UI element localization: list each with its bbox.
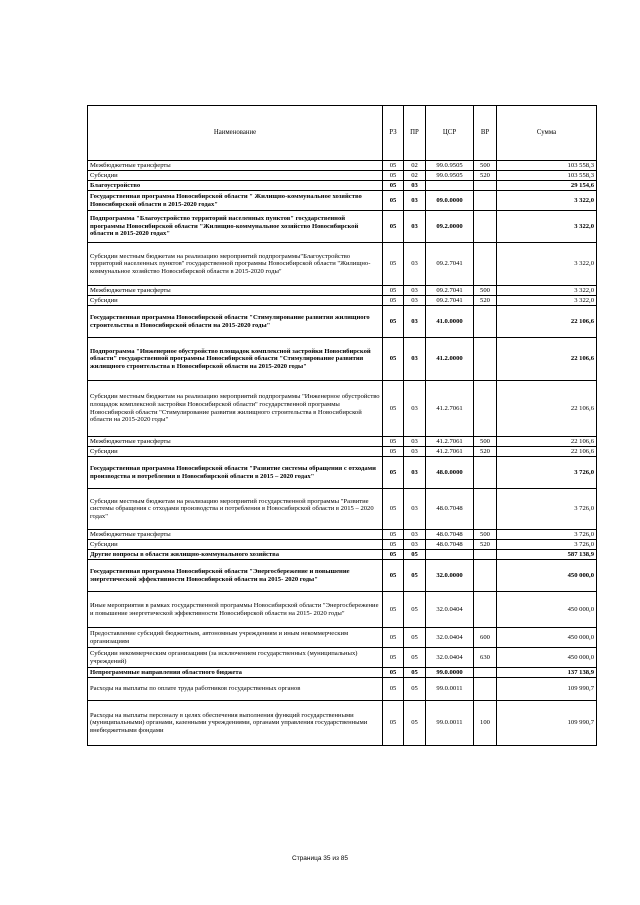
cell-pr: 03 — [404, 191, 426, 211]
table-row — [88, 701, 597, 746]
cell-csr: 41.0.0000 — [426, 306, 474, 338]
cell-sum: 587 138,9 — [497, 550, 597, 560]
cell-rz: 05 — [383, 550, 404, 560]
cell-name: Субсидии местным бюджетам на реализацию мероприятий государственной программы "Развитие системы обращения с отходами производства и потребления в Новосибирской области в 2015 – 2020 годах" — [88, 489, 383, 530]
cell-vr — [474, 306, 497, 338]
cell-csr: 41.2.7061 — [426, 447, 474, 457]
cell-name: Благоустройство — [88, 181, 383, 191]
cell-name: Государственная программа Новосибирской области "Развитие системы обращения с отходами производства и потребления в Новосибирской области в 2015 – 2020 годах" — [88, 457, 383, 489]
cell-csr — [426, 181, 474, 191]
cell-pr: 02 — [404, 161, 426, 171]
cell-pr: 03 — [404, 540, 426, 550]
cell-sum: 22 106,6 — [497, 437, 597, 447]
cell-name: Субсидии — [88, 540, 383, 550]
cell-pr: 05 — [404, 668, 426, 678]
table-row — [88, 540, 597, 550]
budget-table — [87, 105, 597, 746]
cell-name: Расходы на выплаты по оплате труда работников государственных органов — [88, 678, 383, 701]
cell-name: Другие вопросы в области жилищно-коммунального хозяйства — [88, 550, 383, 560]
table-row — [88, 338, 597, 381]
table-row — [88, 296, 597, 306]
cell-rz: 05 — [383, 678, 404, 701]
header-rz: РЗ — [383, 106, 404, 161]
cell-rz: 05 — [383, 296, 404, 306]
cell-sum: 3 322,0 — [497, 191, 597, 211]
cell-csr: 99.0.0011 — [426, 701, 474, 746]
cell-pr: 03 — [404, 243, 426, 286]
cell-vr: 520 — [474, 296, 497, 306]
cell-rz: 05 — [383, 457, 404, 489]
cell-vr: 100 — [474, 701, 497, 746]
cell-csr: 48.0.7048 — [426, 540, 474, 550]
table-row — [88, 550, 597, 560]
cell-sum: 450 000,0 — [497, 560, 597, 592]
cell-name: Расходы на выплаты персоналу в целях обеспечения выполнения функций государственными (муниципальными) органами, казенными учреждениями, органами управления государственными внебюджетными фондами — [88, 701, 383, 746]
cell-sum: 3 322,0 — [497, 211, 597, 243]
cell-vr — [474, 457, 497, 489]
table-row — [88, 447, 597, 457]
cell-vr — [474, 678, 497, 701]
cell-vr — [474, 668, 497, 678]
cell-vr: 500 — [474, 437, 497, 447]
cell-name: Субсидии — [88, 447, 383, 457]
cell-vr — [474, 381, 497, 437]
cell-vr: 520 — [474, 540, 497, 550]
cell-sum: 3 726,0 — [497, 457, 597, 489]
table-row — [88, 530, 597, 540]
cell-sum: 3 322,0 — [497, 296, 597, 306]
cell-sum: 22 106,6 — [497, 447, 597, 457]
cell-rz: 05 — [383, 171, 404, 181]
header-pr: ПР — [404, 106, 426, 161]
cell-sum: 22 106,6 — [497, 306, 597, 338]
cell-csr: 48.0.0000 — [426, 457, 474, 489]
cell-csr: 41.2.7061 — [426, 437, 474, 447]
cell-pr: 03 — [404, 489, 426, 530]
cell-csr: 41.2.7061 — [426, 381, 474, 437]
cell-pr: 03 — [404, 447, 426, 457]
cell-pr: 03 — [404, 457, 426, 489]
table-row — [88, 457, 597, 489]
cell-vr: 520 — [474, 171, 497, 181]
cell-vr: 600 — [474, 628, 497, 648]
cell-pr: 03 — [404, 306, 426, 338]
cell-vr — [474, 211, 497, 243]
cell-pr: 03 — [404, 437, 426, 447]
cell-rz: 05 — [383, 286, 404, 296]
cell-csr: 48.0.7048 — [426, 530, 474, 540]
cell-rz: 05 — [383, 191, 404, 211]
cell-sum: 450 000,0 — [497, 628, 597, 648]
cell-sum: 3 726,0 — [497, 540, 597, 550]
cell-csr: 09.2.7041 — [426, 296, 474, 306]
cell-csr: 09.0.0000 — [426, 191, 474, 211]
cell-sum: 450 000,0 — [497, 592, 597, 628]
cell-vr — [474, 560, 497, 592]
cell-csr: 99.0.0011 — [426, 678, 474, 701]
cell-pr: 03 — [404, 296, 426, 306]
cell-pr: 03 — [404, 530, 426, 540]
cell-csr: 32.0.0404 — [426, 648, 474, 668]
cell-name: Межбюджетные трансферты — [88, 161, 383, 171]
cell-pr: 03 — [404, 381, 426, 437]
cell-sum: 109 990,7 — [497, 678, 597, 701]
table-row — [88, 592, 597, 628]
cell-csr — [426, 550, 474, 560]
table-row — [88, 489, 597, 530]
cell-csr: 32.0.0000 — [426, 560, 474, 592]
cell-sum: 3 322,0 — [497, 243, 597, 286]
cell-name: Подпрограмма "Благоустройство территорий населенных пунктов" государственной программы Новосибирской области "Жилищно-коммунальное хозяйство Новосибирской области в 2015-2020 годах" — [88, 211, 383, 243]
cell-rz: 05 — [383, 181, 404, 191]
cell-rz: 05 — [383, 306, 404, 338]
table-row — [88, 381, 597, 437]
cell-pr: 03 — [404, 211, 426, 243]
cell-vr: 520 — [474, 447, 497, 457]
table-row — [88, 668, 597, 678]
cell-pr: 05 — [404, 628, 426, 648]
cell-rz: 05 — [383, 540, 404, 550]
cell-csr: 99.0.9505 — [426, 171, 474, 181]
cell-pr: 05 — [404, 592, 426, 628]
cell-name: Субсидии местным бюджетам на реализацию мероприятий подпрограммы "Инженерное обустройство площадок комплексной застройки Новосибирской области" государственной программы Новосибирской области "Стимулирование развития жилищного строительства в Новосибирской области на 2015-2020 годы" — [88, 381, 383, 437]
cell-name: Государственная программа Новосибирской области "Энергосбережение и повышение энергетической эффективности Новосибирской области на 2015- 2020 годы" — [88, 560, 383, 592]
cell-pr: 03 — [404, 338, 426, 381]
cell-csr: 32.0.0404 — [426, 628, 474, 648]
cell-pr: 05 — [404, 550, 426, 560]
cell-pr: 02 — [404, 171, 426, 181]
cell-name: Межбюджетные трансферты — [88, 286, 383, 296]
cell-pr: 05 — [404, 648, 426, 668]
cell-csr: 32.0.0404 — [426, 592, 474, 628]
cell-sum: 22 106,6 — [497, 381, 597, 437]
cell-sum: 3 726,0 — [497, 489, 597, 530]
table-row — [88, 648, 597, 668]
table-row — [88, 560, 597, 592]
table-body — [88, 161, 597, 746]
table-row — [88, 211, 597, 243]
table-row — [88, 181, 597, 191]
cell-csr: 48.0.7048 — [426, 489, 474, 530]
cell-rz: 05 — [383, 437, 404, 447]
cell-name: Подпрограмма "Инженерное обустройство площадок комплексной застройки Новосибирской области" государственной программы Новосибирской области "Стимулирование развития жилищного строительства в Новосибирской области на 2015-2020 годы" — [88, 338, 383, 381]
cell-pr: 03 — [404, 181, 426, 191]
header-sum: Сумма — [497, 106, 597, 161]
cell-name: Межбюджетные трансферты — [88, 530, 383, 540]
cell-rz: 05 — [383, 701, 404, 746]
cell-rz: 05 — [383, 243, 404, 286]
cell-csr: 09.2.7041 — [426, 243, 474, 286]
cell-sum: 3 726,0 — [497, 530, 597, 540]
cell-vr — [474, 243, 497, 286]
cell-rz: 05 — [383, 447, 404, 457]
cell-sum: 450 000,0 — [497, 648, 597, 668]
page-number: Страница 35 из 85 — [292, 855, 348, 862]
cell-vr — [474, 181, 497, 191]
cell-name: Государственная программа Новосибирской области " Жилищно-коммунальное хозяйство Новосибирской области в 2015-2020 годах" — [88, 191, 383, 211]
cell-sum: 29 154,6 — [497, 181, 597, 191]
cell-sum: 103 558,3 — [497, 171, 597, 181]
header-csr: ЦСР — [426, 106, 474, 161]
header-vr: ВР — [474, 106, 497, 161]
cell-name: Государственная программа Новосибирской области "Стимулирование развития жилищного строительства в Новосибирской области на 2015-2020 годы" — [88, 306, 383, 338]
cell-vr — [474, 592, 497, 628]
cell-rz: 05 — [383, 381, 404, 437]
cell-rz: 05 — [383, 648, 404, 668]
cell-rz: 05 — [383, 668, 404, 678]
table-row — [88, 286, 597, 296]
table-row — [88, 306, 597, 338]
cell-sum: 103 558,3 — [497, 161, 597, 171]
cell-sum: 3 322,0 — [497, 286, 597, 296]
table-header-row — [88, 106, 597, 161]
cell-name: Иные мероприятия в рамках государственной программы Новосибирской области "Энергосбережение и повышение энергетической эффективности Новосибирской области на 2015- 2020 годы" — [88, 592, 383, 628]
cell-rz: 05 — [383, 560, 404, 592]
cell-sum: 22 106,6 — [497, 338, 597, 381]
cell-sum: 109 990,7 — [497, 701, 597, 746]
table-row — [88, 161, 597, 171]
cell-pr: 05 — [404, 678, 426, 701]
cell-vr: 500 — [474, 530, 497, 540]
cell-rz: 05 — [383, 338, 404, 381]
cell-vr: 500 — [474, 161, 497, 171]
cell-csr: 99.0.0000 — [426, 668, 474, 678]
cell-pr: 03 — [404, 286, 426, 296]
cell-vr — [474, 489, 497, 530]
table-row — [88, 628, 597, 648]
cell-vr: 630 — [474, 648, 497, 668]
cell-name: Субсидии — [88, 296, 383, 306]
cell-sum: 137 138,9 — [497, 668, 597, 678]
cell-pr: 05 — [404, 701, 426, 746]
cell-name: Субсидии некоммерческим организациям (за исключением государственных (муниципальных) учреждений) — [88, 648, 383, 668]
table-row — [88, 243, 597, 286]
cell-rz: 05 — [383, 161, 404, 171]
cell-vr — [474, 191, 497, 211]
cell-name: Межбюджетные трансферты — [88, 437, 383, 447]
cell-rz: 05 — [383, 489, 404, 530]
cell-vr — [474, 338, 497, 381]
table-row — [88, 171, 597, 181]
cell-vr — [474, 550, 497, 560]
cell-pr: 05 — [404, 560, 426, 592]
table-row — [88, 437, 597, 447]
cell-vr: 500 — [474, 286, 497, 296]
cell-csr: 99.0.9505 — [426, 161, 474, 171]
cell-csr: 41.2.0000 — [426, 338, 474, 381]
cell-rz: 05 — [383, 211, 404, 243]
cell-rz: 05 — [383, 592, 404, 628]
cell-csr: 09.2.7041 — [426, 286, 474, 296]
cell-csr: 09.2.0000 — [426, 211, 474, 243]
cell-name: Субсидии местным бюджетам на реализацию мероприятий подпрограммы"Благоустройство территорий населенных пунктов" государственной программы Новосибирской области "Жилищно-коммунальное хозяйство Новосибирской области в 2015-2020 годы" — [88, 243, 383, 286]
cell-rz: 05 — [383, 530, 404, 540]
table-row — [88, 678, 597, 701]
cell-name: Непрограммные направления областного бюджета — [88, 668, 383, 678]
cell-name: Предоставление субсидий бюджетным, автономным учреждениям и иным некоммерческим организациям — [88, 628, 383, 648]
cell-name: Субсидии — [88, 171, 383, 181]
header-name: Наименование — [88, 106, 383, 161]
table-row — [88, 191, 597, 211]
cell-rz: 05 — [383, 628, 404, 648]
